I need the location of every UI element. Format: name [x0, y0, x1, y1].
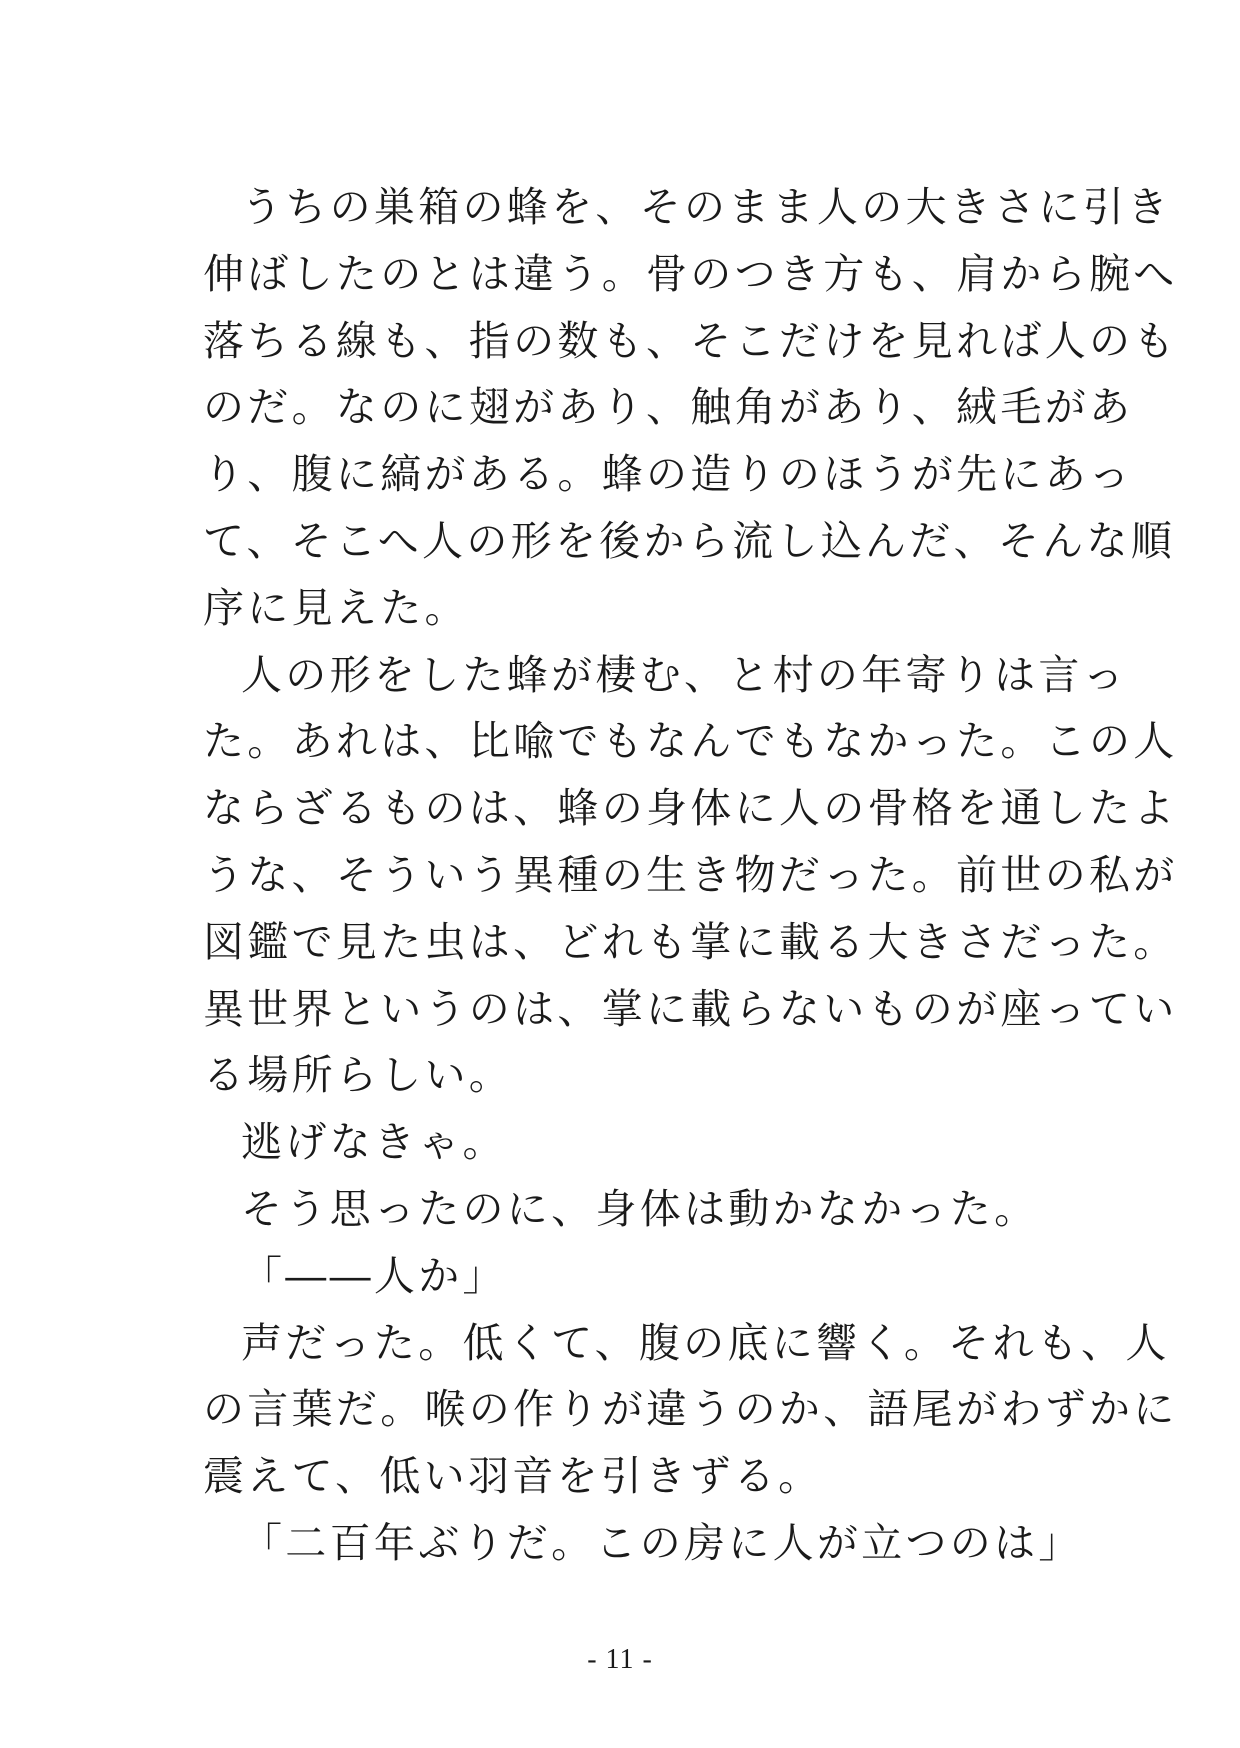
body-text — [203, 174, 1178, 1577]
dialogue-line: 「――人か」 — [241, 1251, 507, 1300]
paragraph-line: た。あれは、比喩でもなんでもなかった。この人 — [203, 717, 1178, 766]
paragraph-line: り、腹に縞がある。蜂の造りのほうが先にあっ — [203, 450, 1133, 499]
dialogue-line: 「二百年ぶりだ。この房に人が立つのは」 — [241, 1518, 1083, 1567]
paragraph-line: 震えて、低い羽音を引きずる。 — [203, 1452, 823, 1501]
paragraph-line: のだ。なのに翅があり、触角があり、絨毛があ — [203, 383, 1134, 432]
paragraph-line: 落ちる線も、指の数も、そこだけを見れば人のも — [203, 316, 1178, 365]
paragraph-line: る場所らしい。 — [203, 1051, 514, 1100]
paragraph-line: 序に見えた。 — [203, 583, 469, 632]
paragraph-line: て、そこへ人の形を後から流し込んだ、そんな順 — [203, 516, 1176, 565]
paragraph-line: 伸ばしたのとは違う。骨のつき方も、肩から腕へ — [203, 249, 1178, 298]
paragraph-line: 人の形をした蜂が棲む、と村の年寄りは言っ — [241, 650, 1127, 699]
paragraph-line: 図鑑で見た虫は、どれも掌に載る大きさだった。 — [203, 917, 1178, 966]
paragraph-line: ならざるものは、蜂の身体に人の骨格を通したよ — [203, 784, 1178, 833]
paragraph-line: 声だった。低くて、腹の底に響く。それも、人 — [241, 1318, 1170, 1367]
paragraph-line: 逃げなきゃ。 — [241, 1118, 507, 1167]
paragraph-line: 異世界というのは、掌に載らないものが座ってい — [203, 984, 1178, 1033]
paragraph-line: うちの巣箱の蜂を、そのまま人の大きさに引き — [241, 183, 1172, 231]
paragraph-line: そう思ったのに、身体は動かなかった。 — [241, 1184, 1039, 1233]
paragraph-line: うな、そういう異種の生き物だった。前世の私が — [203, 850, 1178, 899]
page-number: - 11 - — [587, 1644, 653, 1675]
paragraph-line: の言葉だ。喉の作りが違うのか、語尾がわずかに — [203, 1385, 1178, 1434]
